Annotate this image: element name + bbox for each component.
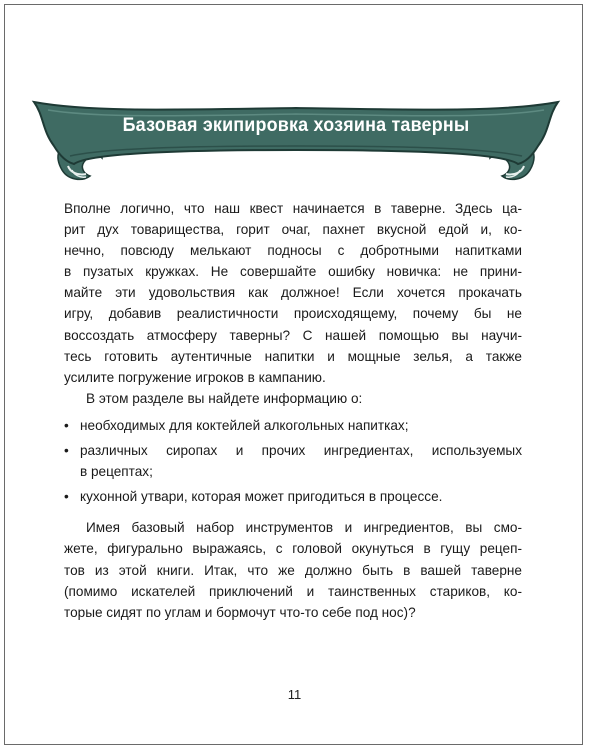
title-banner [28,84,564,194]
list-item-text: необходимых для коктейлей алкогольных напитках; [80,417,409,433]
text-line: воссоздать атмосферу таверны? С нашей помощью вы научи- [64,327,522,343]
list-item-text: в рецептах; [80,464,153,480]
page-number: 11 [287,687,302,702]
text-line: тов из этой книги. Итак, что же должно быть в вашей таверне [64,562,522,578]
text-line: рит дух товарищества, горит очаг, пахнет вкусной едой и, ко- [64,222,522,238]
list-item [64,486,522,507]
section-title: Базовая экипировка хозяина таверны [122,114,470,136]
bullet-icon: • [64,417,69,433]
bullet-icon: • [64,489,69,505]
bullet-list [64,415,522,507]
text-line: усилите погружение игроков в кампанию. [64,369,326,385]
body-text [64,198,522,623]
text-line: нечно, повсюду мелькают подносы с добротными напитками [64,243,522,259]
text-line: Вполне логично, что наш квест начинается в таверне. Здесь ца- [64,201,522,216]
closing-paragraph [64,517,522,622]
list-item-text: различных сиропах и прочих ингредиентах, используемых [80,443,522,459]
text-line: жете, фигурально выражаясь, с головой окунуться в гущу рецеп- [64,541,522,557]
ribbon-banner-graphic [28,84,564,194]
text-line: майте эти удовольствия как должное! Если хочется прокачать [64,285,522,301]
list-item [64,415,522,436]
bullet-icon: • [64,443,69,459]
section-intro-line: В этом разделе вы найдете информацию о: [86,390,363,406]
text-line: Имея базовый набор инструментов и ингредиентов, вы смо- [86,520,522,536]
text-line: тесь готовить аутентичные напитки и мощные зелья, а также [64,348,522,364]
list-item [64,440,522,482]
text-line: (помимо искателей приключений и таинственных стариков, ко- [64,583,522,599]
text-line: в пузатых кружках. Не совершайте ошибку новичка: не прини- [64,264,522,280]
text-line: торые сидят по углам и бормочут что-то себе под нос)? [64,604,416,620]
list-item-text: кухонной утвари, которая может пригодиться в процессе. [80,489,443,505]
text-line: игру, добавив реалистичности происходящему, почему бы не [64,306,522,322]
intro-paragraph [64,198,522,388]
